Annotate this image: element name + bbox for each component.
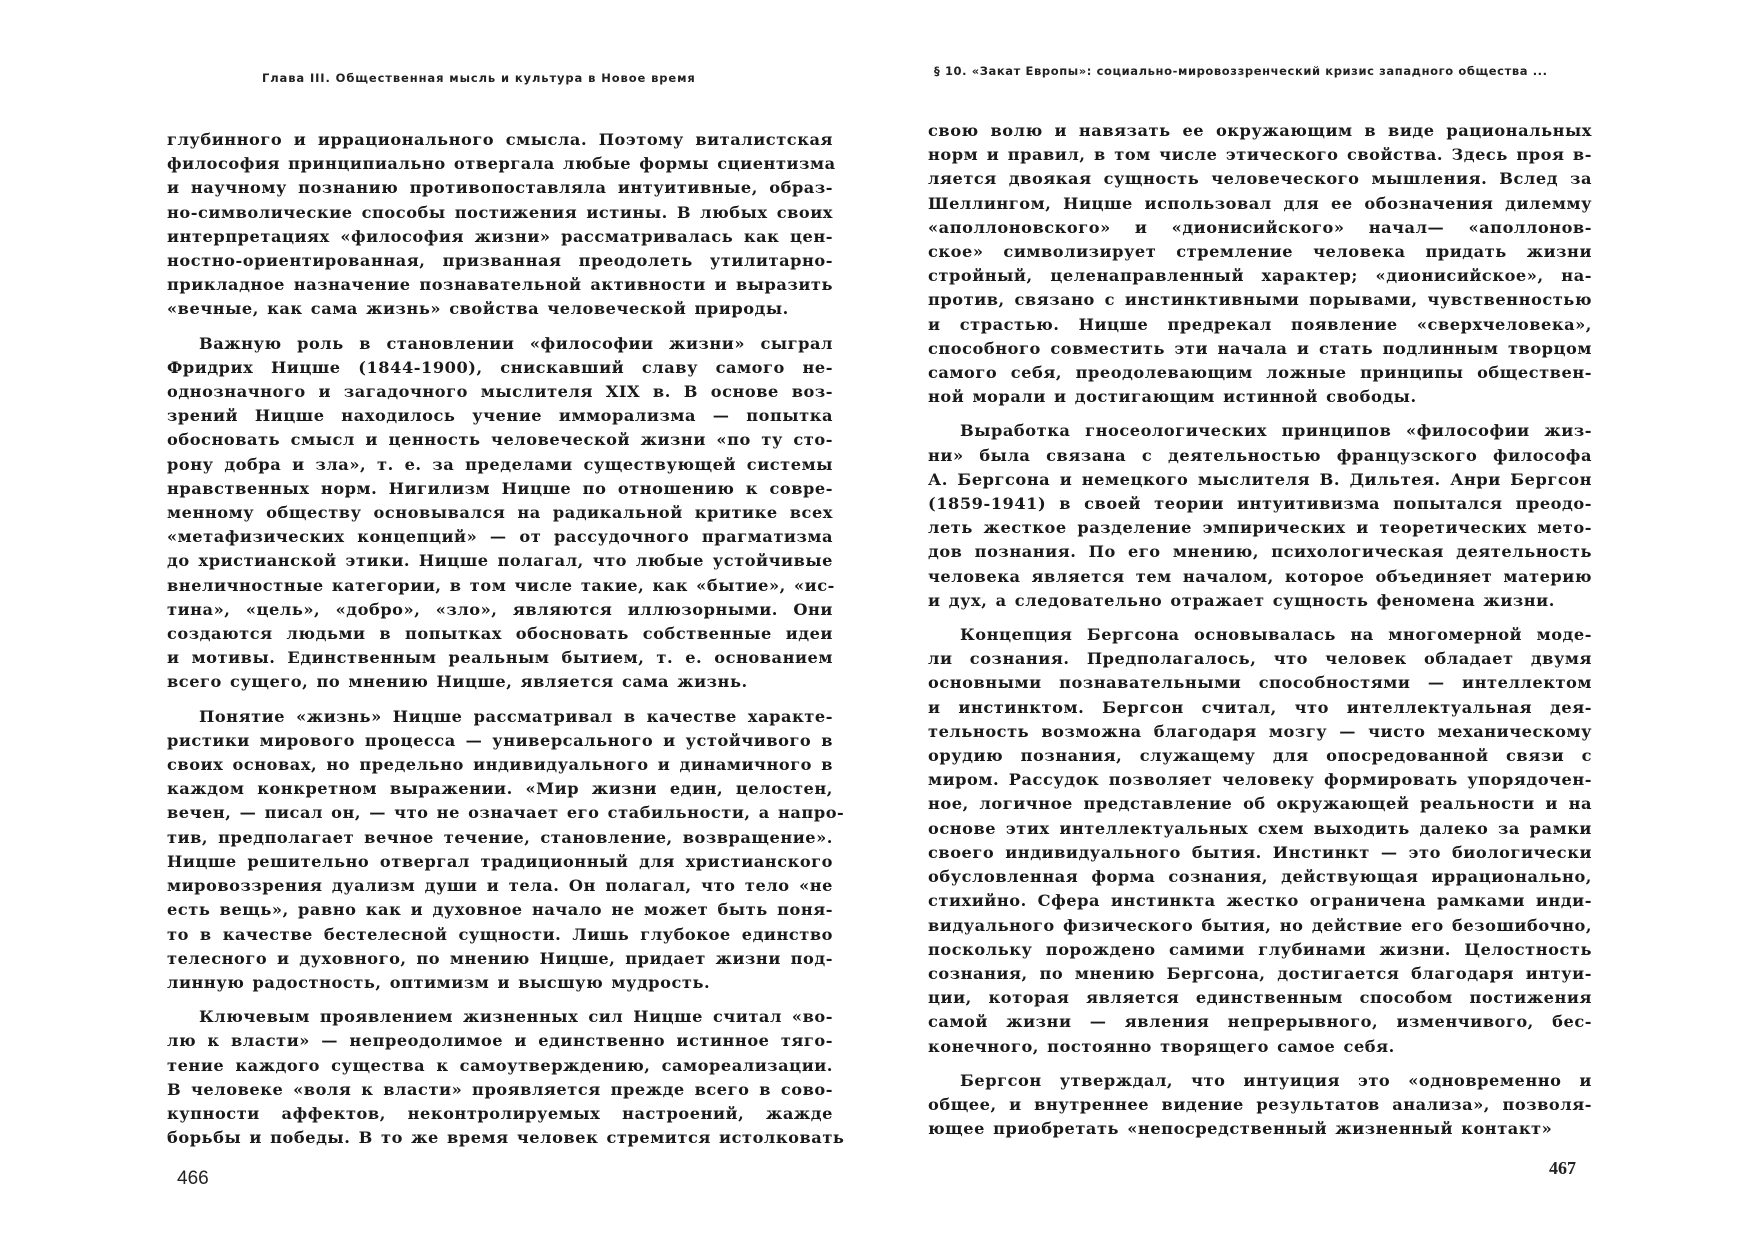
- page-number: 467: [1549, 1158, 1576, 1178]
- text-line: ское» символизирует стремление человека придать жизни: [928, 242, 1592, 262]
- text-line: линную радостность, оптимизм и высшую мудрость.: [167, 972, 711, 992]
- text-line: основными познавательными способностями — интеллектом: [928, 673, 1592, 693]
- text-line: Ницше решительно отвергал традиционный для христианского: [167, 851, 833, 871]
- text-line: до христианской этики. Ницше полагал, что любые устойчивые: [167, 551, 833, 571]
- text-line: способного совместить эти начала и стать подлинным творцом: [928, 338, 1592, 358]
- text-line: тение каждого существа к самоутверждению, самореализации.: [167, 1055, 833, 1075]
- page-number: 466: [177, 1168, 209, 1189]
- text-line: самой жизни — явления непрерывного, изменчивого, бес-: [928, 1012, 1592, 1032]
- paragraph: [928, 119, 1592, 409]
- paragraph: [928, 623, 1592, 1059]
- text-line: тив, предполагает вечное течение, становление, возвращение».: [167, 827, 833, 847]
- text-line: менному обществу основывался на радикальной критике всех: [167, 503, 833, 523]
- paragraph: [167, 332, 833, 695]
- text-line: мировоззрения дуализм души и тела. Он полагал, что тело «не: [167, 876, 833, 896]
- text-line: (1859-1941) в своей теории интуитивизма попытался преодо-: [928, 494, 1592, 514]
- text-line: глубинного и иррационального смысла. Поэтому виталистская: [167, 130, 833, 149]
- text-line: но-символические способы постижения истины. В любых своих: [167, 202, 833, 222]
- text-line: зрений Ницше находилось учение имморализма — попытка: [167, 406, 833, 426]
- body-text: [167, 128, 845, 1150]
- paragraph: [167, 1005, 845, 1150]
- text-line: ной морали и достигающим истинной свободы.: [928, 387, 1417, 407]
- text-line: интерпретациях «философия жизни» рассматривалась как цен-: [167, 226, 833, 246]
- text-line: Шеллингом, Ницше использовал для ее обозначения дилемму: [928, 193, 1592, 213]
- text-line: конечного, постоянно творящего самое себя.: [928, 1036, 1395, 1056]
- text-line: стихийно. Сфера инстинкта жестко ограничена рамками инди-: [928, 891, 1592, 911]
- text-line: создаются людьми в попытках обосновать собственные идеи: [167, 624, 833, 644]
- text-line: однозначного и загадочного мыслителя XIX в. В основе воз-: [167, 382, 833, 402]
- text-line: своих основах, но предельно индивидуального и динамичного в: [167, 755, 833, 775]
- right-page: [877, 0, 1754, 1239]
- text-line: тельность возможна благодаря мозгу — чисто механическому: [928, 721, 1592, 741]
- paragraph: [928, 1069, 1592, 1142]
- paragraph: [167, 705, 845, 995]
- text-line: ции, которая является единственным способом постижения: [928, 988, 1592, 1008]
- text-line: ли сознания. Предполагалось, что человек обладает двумя: [928, 649, 1592, 669]
- text-line: общее, и внутреннее видение результатов анализа», позволя-: [928, 1094, 1592, 1114]
- text-line: обосновать смысл и ценность человеческой жизни «по ту сто-: [167, 430, 833, 450]
- text-line: и страстью. Ницше предрекал появление «сверхчеловека»,: [928, 314, 1592, 334]
- text-line: купности аффектов, неконтролируемых настроений, жажде: [167, 1103, 833, 1123]
- text-line: «аполлоновского» и «дионисийского» начал— «аполлонов-: [928, 217, 1592, 237]
- text-line: рону добра и зла», т. е. за пределами существующей системы: [167, 454, 833, 474]
- text-line: есть вещь», равно как и духовное начало не может быть поня-: [167, 900, 833, 920]
- text-line: стройный, целенаправленный характер; «дионисийское», на-: [928, 266, 1592, 286]
- text-line: то в качестве бестелесной сущности. Лишь глубокое единство: [167, 924, 833, 944]
- text-line: Выработка гносеологических принципов «философии жиз-: [960, 421, 1592, 441]
- text-line: самого себя, преодолевающим ложные принципы обществен-: [928, 363, 1592, 383]
- text-line: норм и правил, в том числе этического свойства. Здесь проя в-: [928, 145, 1592, 165]
- text-line: и научному познанию противопоставляла интуитивные, образ-: [167, 178, 833, 198]
- text-line: основе этих интеллектуальных схем выходить далеко за рамки: [928, 818, 1592, 838]
- text-line: тина», «цель», «добро», «зло», являются иллюзорными. Они: [167, 599, 833, 619]
- text-line: дов познания. По его мнению, психологическая деятельность: [928, 542, 1592, 562]
- text-line: человека является тем началом, которое объединяет материю: [928, 566, 1592, 586]
- text-line: орудию познания, служащему для опосредованной связи с: [928, 746, 1592, 766]
- text-line: борьбы и победы. В то же время человек стремится истолковать: [167, 1128, 845, 1148]
- text-line: Ключевым проявлением жизненных сил Ницше считал «во-: [199, 1007, 833, 1027]
- text-line: сознания, по мнению Бергсона, достигается благодаря интуи-: [928, 963, 1592, 983]
- text-line: Концепция Бергсона основывалась на многомерной моде-: [960, 625, 1592, 645]
- text-line: нравственных норм. Нигилизм Ницше по отношению к совре-: [167, 478, 833, 498]
- paragraph: [167, 128, 836, 322]
- text-line: и инстинктом. Бергсон считал, что интеллектуальная дея-: [928, 697, 1592, 717]
- text-line: прикладное назначение познавательной активности и выразить: [167, 275, 833, 295]
- text-line: обусловленная форма сознания, действующая иррационально,: [928, 867, 1592, 887]
- text-line: своего индивидуального бытия. Инстинкт — это биологически: [928, 842, 1592, 862]
- text-line: ностно-ориентированная, призванная преодолеть утилитарно-: [167, 251, 833, 271]
- running-head: § 10. «Закат Европы»: социально-мировоззренческий кризис западного общества ...: [934, 64, 1548, 78]
- running-head: Глава III. Общественная мысль и культура в Новое время: [262, 71, 696, 85]
- text-line: «метафизических концепций» — от рассудочного прагматизма: [167, 527, 833, 547]
- text-line: лю к власти» — непреодолимое и единственно истинное тяго-: [167, 1031, 833, 1051]
- text-line: и дух, а следовательно отражает сущность феномена жизни.: [928, 590, 1555, 610]
- text-line: свою волю и навязать ее окружающим в виде рациональных: [928, 121, 1592, 140]
- text-line: Важную роль в становлении «философии жизни» сыграл: [199, 333, 833, 353]
- text-line: каждом конкретном выражении. «Мир жизни един, целостен,: [167, 779, 833, 799]
- body-text: [928, 119, 1592, 1141]
- text-line: против, связано с инстинктивными порывами, чувственностью: [928, 290, 1592, 310]
- text-line: А. Бергсона и немецкого мыслителя В. Дильтея. Анри Бергсон: [928, 469, 1592, 489]
- text-line: ни» была связана с деятельностью французского философа: [928, 445, 1592, 465]
- text-line: философия принципиально отвергала любые формы сциентизма: [167, 154, 836, 174]
- text-line: В человеке «воля к власти» проявляется прежде всего в сово-: [167, 1079, 833, 1099]
- text-line: видуального физического бытия, но действие его безошибочно,: [928, 915, 1592, 935]
- text-line: поскольку порождено самими глубинами жизни. Целостность: [928, 939, 1592, 959]
- text-line: леть жесткое разделение эмпирических и теоретических мето-: [928, 518, 1592, 538]
- text-line: ное, логичное представление об окружающей реальности и на: [928, 794, 1592, 814]
- text-line: миром. Рассудок позволяет человеку формировать упорядочен-: [928, 770, 1592, 790]
- text-line: телесного и духовного, по мнению Ницше, придает жизни под-: [167, 948, 833, 968]
- text-line: вечен, — писал он, — что не означает его стабильности, а напро-: [167, 803, 845, 823]
- text-line: «вечные, как сама жизнь» свойства человеческой природы.: [167, 299, 789, 319]
- text-line: ристики мирового процесса — универсального и устойчивого в: [167, 730, 833, 750]
- text-line: Понятие «жизнь» Ницше рассматривал в качестве характе-: [199, 706, 833, 726]
- text-line: Бергсон утверждал, что интуиция это «одновременно и: [960, 1070, 1592, 1090]
- text-line: и мотивы. Единственным реальным бытием, т. е. основанием: [167, 648, 833, 668]
- text-line: Фридрих Ницше (1844-1900), снискавший славу самого не-: [167, 357, 833, 377]
- paragraph: [928, 419, 1592, 613]
- text-line: внеличностные категории, в том числе такие, как «бытие», «ис-: [167, 575, 835, 595]
- text-line: всего сущего, по мнению Ницше, является сама жизнь.: [167, 672, 748, 692]
- text-line: ляется двоякая сущность человеческого мышления. Вслед за: [928, 169, 1592, 189]
- text-line: ющее приобретать «непосредственный жизненный контакт»: [928, 1119, 1553, 1139]
